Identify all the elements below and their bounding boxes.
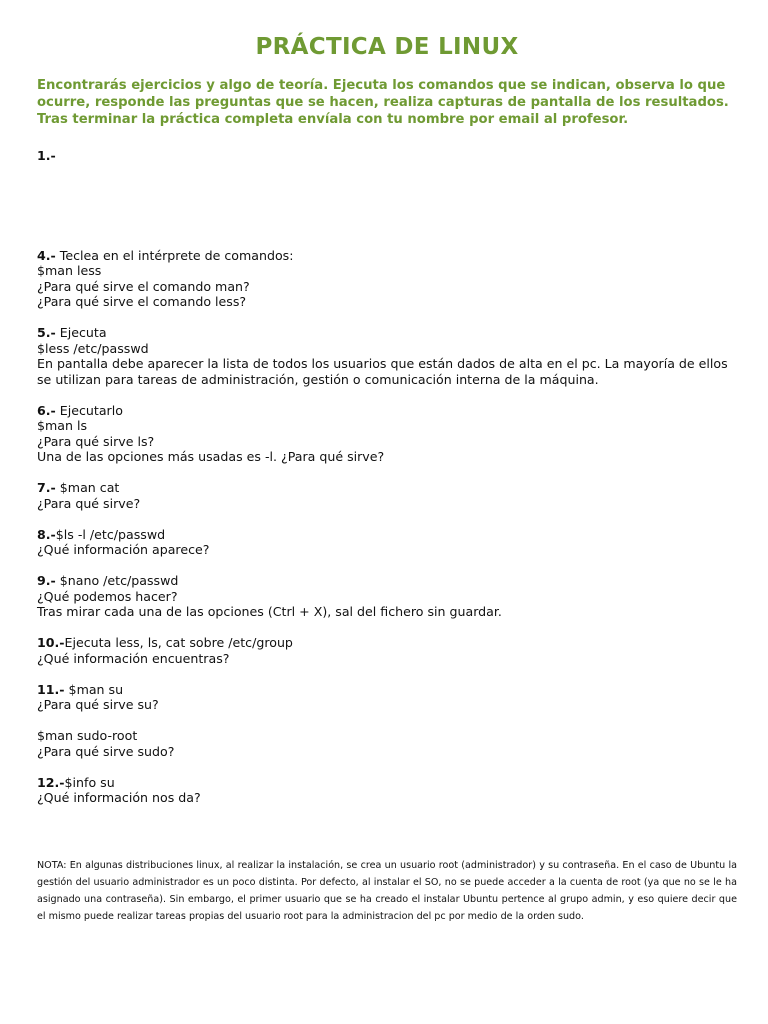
exercise-number: 10.- [37,635,65,650]
exercise-number: 6.- [37,402,56,418]
document-page [37,30,737,806]
exercise-6 [37,403,737,465]
exercise-line: Tras mirar cada una de las opciones (Ctrl + X), sal del fichero sin guardar. [37,604,502,619]
exercise-8 [37,527,737,558]
page-title: PRÁCTICA DE LINUX [255,34,519,60]
exercise-11-sudo [37,728,737,759]
exercise-heading: $ls -l /etc/passwd [55,526,166,542]
exercise-number: 1.- [37,148,56,163]
exercise-line: ¿Para qué sirve el comando less? [37,294,247,309]
exercise-heading: $nano /etc/passwd [55,573,179,588]
exercise-heading: Ejecutarlo [55,402,123,418]
exercise-line: ¿Para qué sirve el comando man? [37,278,250,294]
exercise-12 [37,775,737,806]
exercise-number: 11.- [37,681,65,697]
exercise-line: ¿Qué información nos da? [37,790,201,805]
exercise-paragraph: En pantalla debe aparecer la lista de todos los usuarios que están dados de alta en el pc. La mayoría de ellos se utilizan para tareas de administración, gestión o comunicación interna de la máquina. [37,356,728,387]
exercise-line: ¿Para qué sirve? [37,495,141,511]
exercise-line: Una de las opciones más usadas es -l. ¿Para qué sirve? [37,449,385,464]
exercise-5 [37,325,737,387]
exercise-line: ¿Qué información aparece? [37,542,210,557]
exercise-number: 5.- [37,325,56,340]
exercise-number: 7.- [37,480,56,495]
exercise-line: $man sudo-root [37,728,138,743]
exercise-number: 8.- [37,526,56,542]
exercise-line: ¿Qué información encuentras? [37,650,230,666]
exercise-line: ¿Para qué sirve su? [37,697,159,712]
exercise-line: $man less [37,263,102,278]
footnote-note: NOTA: En algunas distribuciones linux, al realizar la instalación, se crea un usuario root (administrador) y su contraseña. En el caso de Ubuntu la gestión del usuario administrador es un poco distinta. Por defecto, al instalar el SO, no se puede acceder a la cuenta de root (ya que no se le ha asignado una contraseña). Sin embargo, el primer usuario que se ha creado el instalar Ubuntu pertence al grupo admin, y eso quiere decir que el mismo puede realizar tareas propias del usuario root para la administracion del pc por medio de la orden sudo. [37,860,737,922]
exercise-4 [37,248,737,310]
exercise-line: ¿Para qué sirve ls? [37,433,155,449]
exercise-11 [37,682,737,713]
exercise-10 [37,635,737,666]
exercise-9 [37,573,737,620]
exercise-1 [37,148,737,164]
exercise-number: 4.- [37,247,56,263]
intro-text: Encontrarás ejercicios y algo de teoría. Ejecuta los comandos que se indican, observa lo que ocurre, responde las preguntas que se hacen, realiza capturas de pantalla de los resultados. Tras terminar la práctica completa envíala con tu nombre por email al profesor. [37,78,729,127]
exercise-number: 12.- [37,774,65,790]
exercise-heading: $man su [64,681,124,697]
exercise-line: ¿Para qué sirve sudo? [37,743,175,759]
exercise-line: $less /etc/passwd [37,340,149,356]
exercise-heading: Teclea en el intérprete de comandos: [55,247,294,263]
exercise-line: $man ls [37,418,88,433]
exercise-heading: $man cat [55,480,120,495]
exercise-number: 9.- [37,573,56,588]
exercise-line: ¿Qué podemos hacer? [37,588,178,604]
exercise-7 [37,480,737,511]
exercise-heading: Ejecuta less, ls, cat sobre /etc/group [64,635,293,650]
exercise-heading: $info su [64,774,115,790]
exercise-heading: Ejecuta [55,325,107,340]
